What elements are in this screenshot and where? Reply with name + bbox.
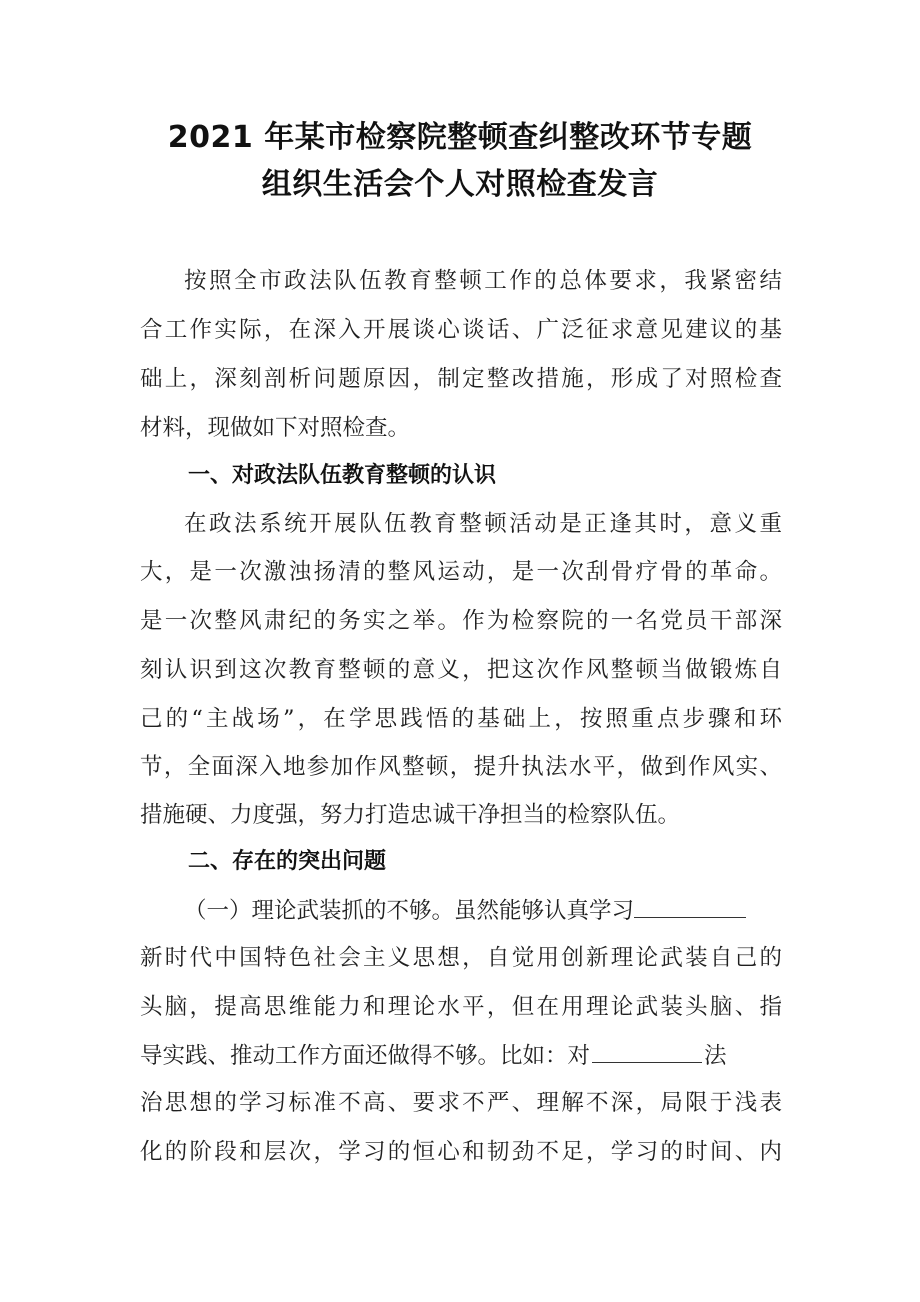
- section-2-line-1: [184, 895, 782, 926]
- section-1-line-7: 措施硬、力度强，努力打造忠诚干净担当的检察队伍。: [140, 802, 681, 828]
- section-2-line-5: 治思想的学习标准不高、要求不严、理解不深，局限于浅表: [140, 1090, 782, 1116]
- intro-line-1: 按照全市政法队伍教育整顿工作的总体要求，我紧密结: [184, 268, 782, 294]
- section-1-line-3: 是一次整风肃纪的务实之举。作为检察院的一名党员干部深: [140, 608, 782, 634]
- section-2-line-4-after: 法: [704, 1043, 727, 1069]
- fill-in-blank: [634, 895, 746, 918]
- intro-line-4: 材料，现做如下对照检查。: [140, 415, 411, 441]
- intro-line-2: 合工作实际，在深入开展谈心谈话、广泛征求意见建议的基: [140, 317, 782, 343]
- section-1-line-2: 大，是一次激浊扬清的整风运动，是一次刮骨疗骨的革命。: [140, 559, 782, 585]
- section-2-line-1-text: （一）理论武装抓的不够。虽然能够认真学习: [184, 898, 635, 924]
- document-title-line-1: 2021 年某市检察院整顿查纠整改环节专题: [167, 120, 753, 155]
- section-1-heading: 一、对政法队伍教育整顿的认识: [188, 463, 497, 488]
- section-1-line-6: 节，全面深入地参加作风整顿，提升执法水平，做到作风实、: [140, 754, 782, 780]
- section-2-line-6: 化的阶段和层次，学习的恒心和韧劲不足，学习的时间、内: [140, 1139, 782, 1165]
- intro-line-3: 础上，深刻剖析问题原因，制定整改措施，形成了对照检查: [140, 366, 782, 392]
- section-2-line-4-before: 导实践、推动工作方面还做得不够。比如：对: [140, 1043, 591, 1069]
- section-2-line-4: [140, 1040, 782, 1071]
- section-2-line-2: 新时代中国特色社会主义思想，自觉用创新理论武装自己的: [140, 945, 782, 971]
- fill-in-blank: [592, 1040, 702, 1063]
- section-1-line-4: 刻认识到这次教育整顿的意义，把这次作风整顿当做锻炼自: [140, 657, 782, 683]
- section-1-line-5: 己的“主战场”，在学思践悟的基础上，按照重点步骤和环: [140, 706, 782, 732]
- section-1-line-1: 在政法系统开展队伍教育整顿活动是正逢其时，意义重: [184, 511, 782, 537]
- section-2-heading: 二、存在的突出问题: [188, 849, 387, 874]
- section-2-line-3: 头脑，提高思维能力和理论水平，但在用理论武装头脑、指: [140, 994, 782, 1020]
- document-title-line-2: 组织生活会个人对照检查发言: [261, 167, 659, 202]
